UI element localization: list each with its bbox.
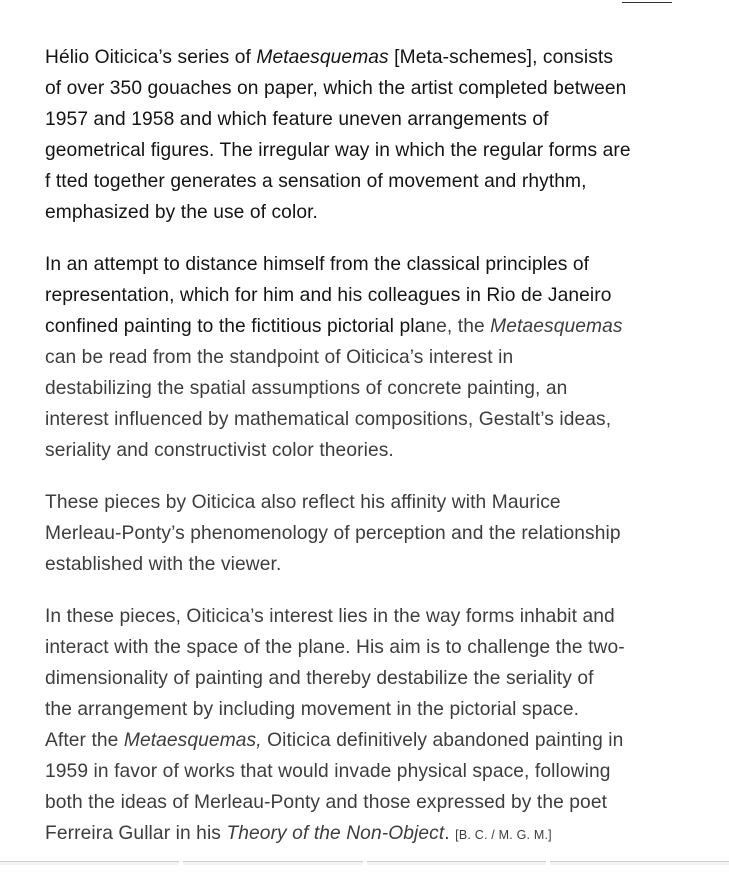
text-line: seriality and constructivist color theories. bbox=[45, 440, 394, 461]
text-line: dimensionality of painting and thereby destabilize the seriality of bbox=[45, 668, 594, 689]
text-line: interact with the space of the plane. His aim is to challenge the two- bbox=[45, 637, 625, 658]
text-line: Ferreira Gullar in his Theory of the Non-Object. [B. C. / M. G. M.] bbox=[45, 823, 552, 844]
paragraph-1 bbox=[45, 42, 685, 228]
text-line: representation, which for him and his colleagues in Rio de Janeiro bbox=[45, 285, 612, 306]
bottom-card-edges bbox=[0, 861, 729, 865]
text-line: of over 350 gouaches on paper, which the artist completed between bbox=[45, 78, 627, 99]
text-line: can be read from the standpoint of Oiticica’s interest in bbox=[45, 347, 514, 368]
card-edge bbox=[0, 861, 179, 865]
text-line: both the ideas of Merleau-Ponty and those expressed by the poet bbox=[45, 792, 608, 813]
paragraph-4 bbox=[45, 601, 685, 851]
paragraph-3 bbox=[45, 487, 685, 580]
text-line: Merleau-Ponty’s phenomenology of perception and the relationship bbox=[45, 523, 621, 544]
text-line: emphasized by the use of color. bbox=[45, 202, 318, 223]
text-line: confined painting to the fictitious pictorial plane, the Metaesquemas bbox=[45, 316, 623, 337]
top-divider bbox=[622, 0, 672, 3]
text-line: interest influenced by mathematical compositions, Gestalt’s ideas, bbox=[45, 409, 612, 430]
title-metaesquemas: Metaesquemas bbox=[490, 316, 623, 337]
text-line: geometrical figures. The irregular way in which the regular forms are bbox=[45, 140, 631, 161]
text-line: f tted together generates a sensation of movement and rhythm, bbox=[45, 171, 587, 192]
text-line: Hélio Oiticica’s series of Metaesquemas [Meta-schemes], consists bbox=[45, 47, 614, 68]
text-line: 1959 in favor of works that would invade physical space, following bbox=[45, 761, 611, 782]
text-line: destabilizing the spatial assumptions of concrete painting, an bbox=[45, 378, 568, 399]
text-line: In an attempt to distance himself from the classical principles of bbox=[45, 254, 590, 275]
text-line: After the Metaesquemas, Oiticica definitively abandoned painting in bbox=[45, 730, 624, 751]
card-edge bbox=[183, 861, 362, 865]
card-edge bbox=[550, 861, 729, 865]
title-metaesquemas: Metaesquemas bbox=[256, 47, 389, 68]
text-line: the arrangement by including movement in the pictorial space. bbox=[45, 699, 580, 720]
article-text bbox=[45, 42, 685, 872]
text-line: 1957 and 1958 and which feature uneven arrangements of bbox=[45, 109, 549, 130]
paragraph-2 bbox=[45, 249, 685, 466]
text-line: These pieces by Oiticica also reflect his affinity with Maurice bbox=[45, 492, 561, 513]
title-theory-non-object: Theory of the Non-Object bbox=[226, 823, 445, 844]
text-line: established with the viewer. bbox=[45, 554, 282, 575]
card-edge bbox=[367, 861, 546, 865]
author-credit: [B. C. / M. G. M.] bbox=[455, 828, 552, 842]
text-line: In these pieces, Oiticica’s interest lies in the way forms inhabit and bbox=[45, 606, 615, 627]
title-metaesquemas: Metaesquemas, bbox=[123, 730, 262, 751]
